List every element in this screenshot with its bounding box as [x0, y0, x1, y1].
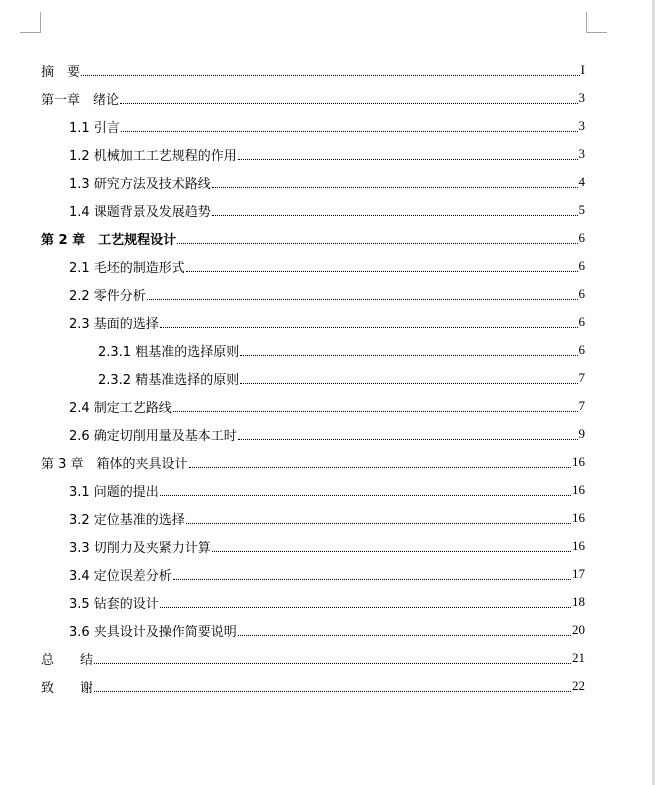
- toc-entry-page-number: 6: [578, 286, 585, 301]
- toc-entry[interactable]: [41, 672, 585, 700]
- toc-entry-title: 2.6 确定切削用量及基本工时: [69, 428, 237, 444]
- toc-entry[interactable]: [41, 448, 585, 476]
- toc-dot-leader: [189, 467, 571, 468]
- toc-entry-title: 3.4 定位误差分析: [69, 568, 172, 584]
- toc-entry[interactable]: [41, 560, 585, 588]
- toc-entry[interactable]: [41, 532, 585, 560]
- toc-entry-title: 3.2 定位基准的选择: [69, 512, 185, 528]
- toc-entry-title: 摘 要: [41, 64, 81, 80]
- toc-entry[interactable]: [41, 196, 585, 224]
- toc-entry[interactable]: [41, 280, 585, 308]
- toc-entry-title: 1.1 引言: [69, 120, 120, 136]
- toc-entry-page-number: 21: [572, 650, 585, 665]
- toc-entry-page-number: 7: [578, 370, 585, 385]
- toc-entry-page-number: 16: [572, 482, 585, 497]
- toc-entry[interactable]: [41, 364, 585, 392]
- toc-entry[interactable]: [41, 224, 585, 252]
- toc-entry[interactable]: [41, 252, 585, 280]
- toc-dot-leader: [173, 579, 571, 580]
- toc-dot-leader: [160, 607, 571, 608]
- toc-entry-page-number: 9: [578, 426, 585, 441]
- toc-entry-title: 第 3 章 箱体的夹具设计: [41, 456, 188, 472]
- toc-entry[interactable]: [41, 56, 585, 84]
- toc-entry-title: 总 结: [41, 652, 94, 668]
- toc-entry-page-number: 20: [572, 622, 585, 637]
- toc-entry-page-number: 16: [572, 538, 585, 553]
- toc-dot-leader: [186, 271, 578, 272]
- toc-dot-leader: [212, 215, 578, 216]
- toc-entry-page-number: 5: [578, 202, 585, 217]
- toc-entry-page-number: 6: [578, 258, 585, 273]
- toc-entry-title: 2.1 毛坯的制造形式: [69, 260, 185, 276]
- toc-entry-page-number: 18: [572, 594, 585, 609]
- toc-entry[interactable]: [41, 476, 585, 504]
- toc-dot-leader: [94, 663, 571, 664]
- crop-mark-top-right: [586, 12, 607, 33]
- toc-entry-title: 2.4 制定工艺路线: [69, 400, 172, 416]
- toc-dot-leader: [238, 635, 571, 636]
- toc-entry-page-number: 6: [578, 314, 585, 329]
- toc-dot-leader: [81, 75, 580, 76]
- toc-entry-page-number: 17: [572, 566, 585, 581]
- toc-entry[interactable]: [41, 616, 585, 644]
- toc-entry-title: 2.3.2 精基准选择的原则: [98, 372, 240, 388]
- toc-entry[interactable]: [41, 308, 585, 336]
- toc-entry-title: 3.1 问题的提出: [69, 484, 159, 500]
- toc-dot-leader: [240, 383, 577, 384]
- toc-entry-page-number: 16: [572, 510, 585, 525]
- toc-entry-title: 第 2 章 工艺规程设计: [41, 232, 177, 248]
- toc-dot-leader: [160, 495, 571, 496]
- toc-entry[interactable]: [41, 168, 585, 196]
- toc-dot-leader: [173, 411, 578, 412]
- toc-dot-leader: [160, 327, 578, 328]
- crop-mark-top-left: [20, 12, 41, 33]
- toc-entry-title: 2.2 零件分析: [69, 288, 146, 304]
- toc-entry-page-number: 3: [578, 146, 585, 161]
- toc-dot-leader: [212, 551, 571, 552]
- toc-dot-leader: [212, 187, 578, 188]
- toc-entry[interactable]: [41, 644, 585, 672]
- toc-entry-title: 2.3.1 粗基准的选择原则: [98, 344, 240, 360]
- toc-entry-page-number: 16: [572, 454, 585, 469]
- toc-entry-page-number: 6: [578, 342, 585, 357]
- toc-dot-leader: [147, 299, 578, 300]
- toc-entry-title: 3.3 切削力及夹紧力计算: [69, 540, 211, 556]
- toc-entry-page-number: 22: [572, 678, 585, 693]
- toc-entry-page-number: 3: [578, 118, 585, 133]
- toc-entry-page-number: 7: [578, 398, 585, 413]
- toc-entry[interactable]: [41, 504, 585, 532]
- toc-entry-title: 1.3 研究方法及技术路线: [69, 176, 211, 192]
- toc-entry-title: 2.3 基面的选择: [69, 316, 159, 332]
- toc-dot-leader: [177, 243, 577, 244]
- toc-entry[interactable]: [41, 588, 585, 616]
- toc-entry-page-number: 6: [578, 230, 585, 245]
- toc-entry-page-number: 3: [578, 90, 585, 105]
- toc-entry-page-number: 4: [578, 174, 585, 189]
- toc-entry-title: 3.6 夹具设计及操作简要说明: [69, 624, 237, 640]
- toc-dot-leader: [238, 439, 578, 440]
- toc-dot-leader: [240, 355, 577, 356]
- toc-entry-title: 第一章 绪论: [41, 92, 120, 108]
- toc-entry[interactable]: [41, 336, 585, 364]
- toc-dot-leader: [186, 523, 571, 524]
- toc-entry[interactable]: [41, 392, 585, 420]
- toc-dot-leader: [121, 131, 578, 132]
- toc-dot-leader: [120, 103, 577, 104]
- toc-entry-title: 致 谢: [41, 680, 94, 696]
- toc-entry[interactable]: [41, 420, 585, 448]
- toc-entry-page-number: I: [580, 62, 585, 77]
- toc-entry-title: 1.4 课题背景及发展趋势: [69, 204, 211, 220]
- toc-entry-title: 1.2 机械加工工艺规程的作用: [69, 148, 237, 164]
- toc-dot-leader: [238, 159, 578, 160]
- toc-dot-leader: [94, 691, 571, 692]
- toc-entry[interactable]: [41, 140, 585, 168]
- toc-entry-title: 3.5 钻套的设计: [69, 596, 159, 612]
- toc-entry[interactable]: [41, 84, 585, 112]
- table-of-contents: [41, 56, 585, 700]
- toc-entry[interactable]: [41, 112, 585, 140]
